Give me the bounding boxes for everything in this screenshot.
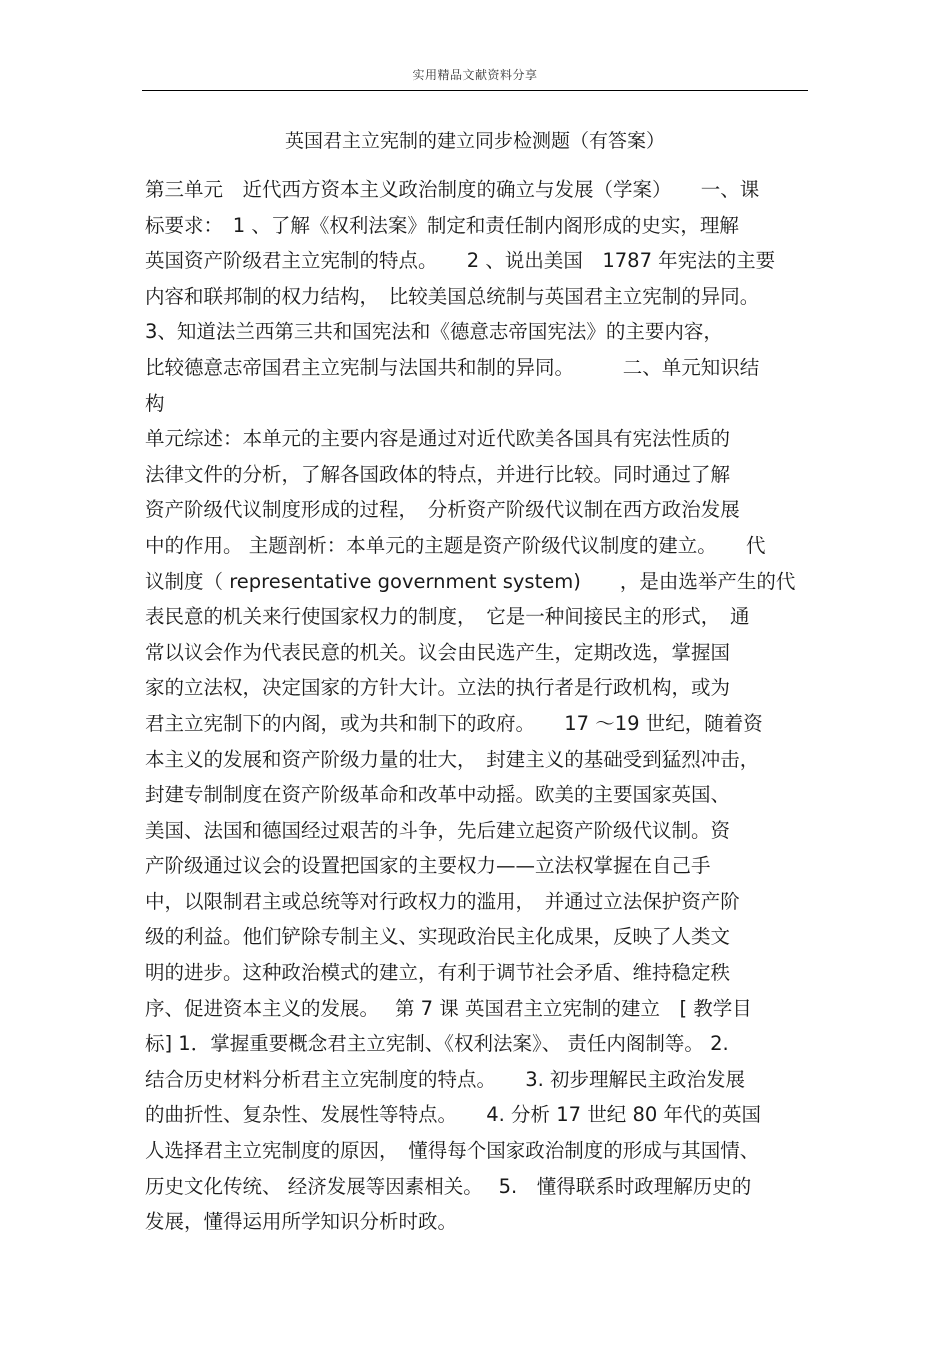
body-line: 家的立法权，决定国家的方针大计。立法的执行者是行政机构，或为: [145, 676, 731, 700]
body-line: 产阶级通过议会的设置把国家的主要权力——立法权掌握在自己手: [145, 854, 711, 878]
header-divider: [142, 90, 808, 91]
body-line: 英国资产阶级君主立宪制的特点。 2 、说出美国 1787 年宪法的主要: [145, 249, 776, 273]
body-line: 人选择君主立宪制度的原因， 懂得每个国家政治制度的形成与其国情、: [145, 1139, 760, 1163]
body-line: 比较德意志帝国君主立宪制与法国共和制的异同。 二、单元知识结: [145, 355, 760, 379]
body-line: 法律文件的分析，了解各国政体的特点，并进行比较。同时通过了解: [145, 462, 731, 486]
body-line: 序、促进资本主义的发展。 第 7 课 英国君主立宪制的建立 [ 教学目: [145, 996, 752, 1020]
body-line: 3、知道法兰西第三共和国宪法和《德意志帝国宪法》的主要内容，: [145, 320, 723, 344]
body-line: 君主立宪制下的内阁，或为共和制下的政府。 17 ～19 世纪，随着资: [145, 711, 763, 735]
body-line: 议制度（ representative government system) ，是由选举产生的代: [145, 569, 796, 593]
body-line: 常以议会作为代表民意的机关。议会由民选产生，定期改选，掌握国: [145, 640, 731, 664]
body-line: 中的作用。 主题剖析：本单元的主题是资产阶级代议制度的建立。 代: [145, 533, 766, 557]
body-line: 标] 1．掌握重要概念君主立宪制、《权利法案》、 责任内阁制等。 2.: [145, 1032, 729, 1056]
body-line: 级的利益。他们铲除专制主义、实现政治民主化成果，反映了人类文: [145, 925, 731, 949]
body-line: 美国、法国和德国经过艰苦的斗争，先后建立起资产阶级代议制。资: [145, 818, 731, 842]
body-line: 中，以限制君主或总统等对行政权力的滥用， 并通过立法保护资产阶: [145, 889, 740, 913]
body-line: 发展，懂得运用所学知识分析时政。: [145, 1210, 458, 1234]
body-line: 表民意的机关来行使国家权力的制度， 它是一种间接民主的形式， 通: [145, 605, 750, 629]
body-line: 标要求： 1 、了解《权利法案》制定和责任制内阁形成的史实，理解: [145, 213, 739, 237]
body-line: 资产阶级代议制度形成的过程， 分析资产阶级代议制在西方政治发展: [145, 498, 740, 522]
document-title: 英国君主立宪制的建立同步检测题（有答案）: [284, 130, 665, 152]
body-line: 历史文化传统、 经济发展等因素相关。 5. 懂得联系时政理解历史的: [145, 1174, 752, 1198]
body-line: 构: [145, 391, 165, 415]
body-line: 本主义的发展和资产阶级力量的壮大， 封建主义的基础受到猛烈冲击，: [145, 747, 760, 771]
body-line: 第三单元 近代西方资本主义政治制度的确立与发展（学案） 一、课: [145, 178, 760, 201]
body-line: 结合历史材料分析君主立宪制度的特点。 3. 初步理解民主政治发展: [145, 1067, 746, 1091]
body-line: 的曲折性、复杂性、发展性等特点。 4. 分析 17 世纪 80 年代的英国: [145, 1103, 761, 1127]
body-line: 明的进步。这种政治模式的建立，有利于调节社会矛盾、维持稳定秩: [145, 961, 731, 985]
body-line: 单元综述：本单元的主要内容是通过对近代欧美各国具有宪法性质的: [145, 427, 731, 451]
body-line: 封建专制制度在资产阶级革命和改革中动摇。欧美的主要国家英国、: [145, 783, 731, 807]
body-line: 内容和联邦制的权力结构， 比较美国总统制与英国君主立宪制的异同。: [145, 284, 760, 308]
page-header: 实用精品文献资料分享: [412, 68, 538, 82]
document-body: [145, 172, 810, 1240]
